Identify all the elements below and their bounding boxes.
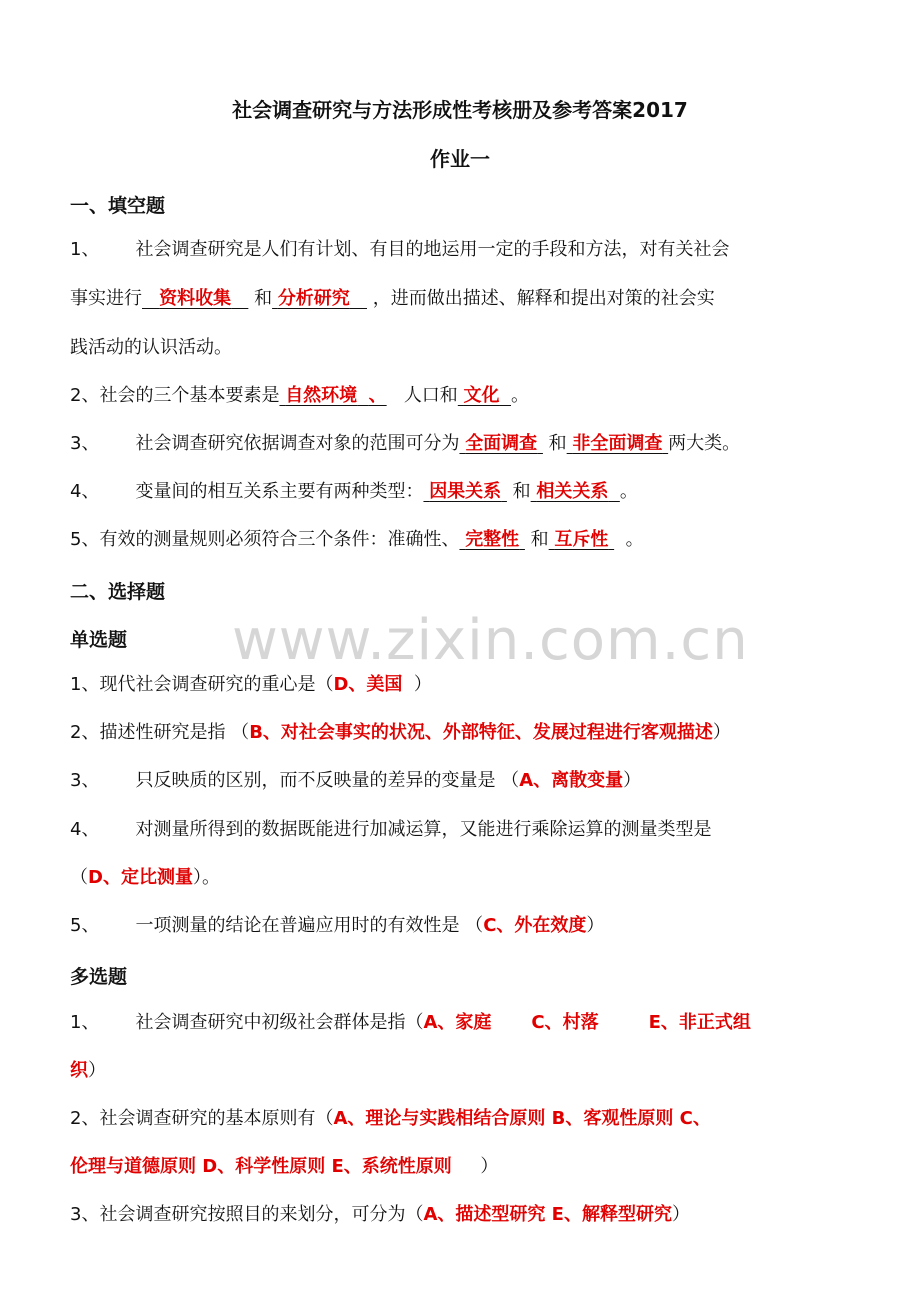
answer-blank — [459, 529, 524, 550]
section-heading-fill-blank: 一、填空题 — [70, 195, 166, 217]
multi-q2-line2 — [70, 1155, 498, 1179]
single-q1 — [70, 673, 432, 697]
question-text: ）。 — [192, 867, 220, 888]
answer-blank — [567, 433, 668, 454]
question-text: 社会调查研究依据调查对象的范围可分为 — [135, 433, 460, 454]
question-number: 3、 — [70, 433, 100, 454]
question-text: 和 — [254, 288, 273, 309]
single-q5 — [70, 914, 604, 938]
answer-blank — [272, 288, 367, 309]
fill-q1-line2 — [70, 287, 715, 311]
multi-q3 — [70, 1203, 690, 1227]
fill-q3 — [70, 432, 740, 456]
answer-text: 因果关系 — [429, 481, 502, 502]
question-text: 事实进行 — [70, 288, 142, 309]
question-text: ） — [671, 1204, 690, 1225]
answer-text: 自然环境 — [285, 385, 358, 406]
question-text: 。 — [625, 529, 644, 550]
fill-q4 — [70, 480, 638, 504]
watermark: www.zixin.com.cn — [232, 608, 749, 673]
answer-text: C、外在效度 — [483, 915, 587, 936]
answer-text: A、理论与实践相结合原则 B、客观性原则 C、 — [333, 1108, 711, 1129]
document-subtitle: 作业一 — [430, 147, 490, 171]
question-text: 社会调查研究是人们有计划、有目的地运用一定的手段和方法，对有关社会 — [135, 239, 730, 260]
fill-q5 — [70, 528, 644, 552]
question-number: 3、 — [70, 770, 100, 791]
question-number: 4、 — [70, 481, 100, 502]
answer-text: C、村落 — [531, 1012, 599, 1033]
answer-text: A、离散变量 — [519, 770, 624, 791]
question-text: 和 — [530, 529, 549, 550]
answer-text: 非全面调查 — [572, 433, 663, 454]
question-text: 3、社会调查研究按照目的来划分，可分为（ — [70, 1204, 424, 1225]
single-q4-line2 — [70, 866, 220, 890]
question-text: 一项测量的结论在普遍应用时的有效性是 （ — [135, 915, 484, 936]
question-text: 和 — [512, 481, 531, 502]
question-text: 人口和 — [403, 385, 458, 406]
question-text: 变量间的相互关系主要有两种类型： — [135, 481, 424, 502]
question-text: 只反映质的区别，而不反映量的差异的变量是 （ — [135, 770, 520, 791]
question-text: ） — [413, 674, 432, 695]
question-text: ） — [586, 915, 605, 936]
question-text: 。 — [619, 481, 638, 502]
multi-q1-line2 — [70, 1059, 106, 1083]
question-number: 1、 — [70, 1012, 100, 1033]
multi-q2-line1 — [70, 1107, 711, 1131]
answer-text: 全面调查 — [465, 433, 538, 454]
question-text: （ — [70, 867, 88, 888]
document-title: 社会调查研究与方法形成性考核册及参考答案2017 — [232, 98, 688, 122]
answer-text: E、非正式组 — [648, 1012, 751, 1033]
section-heading-choice: 二、选择题 — [70, 581, 166, 603]
question-text: 1、现代社会调查研究的重心是（ — [70, 674, 334, 695]
answer-blank — [459, 433, 542, 454]
question-text: ） — [712, 722, 731, 743]
question-text: 两大类。 — [668, 433, 741, 454]
question-text: ） — [623, 770, 642, 791]
answer-text: 完整性 — [465, 529, 520, 550]
single-q2 — [70, 721, 731, 745]
question-text: 2、社会的三个基本要素是 — [70, 385, 280, 406]
answer-text: 资料收集 — [159, 288, 232, 309]
answer-text: D、美国 — [333, 674, 403, 695]
answer-text: D、定比测量 — [88, 867, 193, 888]
question-text: 5、有效的测量规则必须符合三个条件：准确性、 — [70, 529, 460, 550]
question-number: 5、 — [70, 915, 100, 936]
fill-q1-line3: 践活动的认识活动。 — [70, 337, 232, 358]
answer-blank — [531, 481, 620, 502]
answer-blank — [423, 481, 506, 502]
single-q4-line1 — [70, 818, 711, 842]
answer-text: 文化 — [463, 385, 500, 406]
answer-text: 相关关系 — [536, 481, 609, 502]
answer-blank — [458, 385, 511, 406]
subheading-multi-choice: 多选题 — [70, 966, 128, 988]
subheading-single-choice: 单选题 — [70, 629, 128, 651]
question-text: ） — [88, 1060, 106, 1081]
answer-text: A、家庭 — [423, 1012, 492, 1033]
question-text: ，进而做出描述、解释和提出对策的社会实 — [372, 288, 715, 309]
answer-blank — [142, 288, 248, 309]
answer-text: B、对社会事实的状况、外部特征、发展过程进行客观描述 — [249, 722, 713, 743]
question-text: 2、社会调查研究的基本原则有（ — [70, 1108, 334, 1129]
answer-text: 织 — [70, 1060, 88, 1081]
question-text: ） — [480, 1156, 499, 1177]
answer-separator: 、 — [368, 385, 387, 406]
question-text: 社会调查研究中初级社会群体是指（ — [135, 1012, 424, 1033]
answer-text: A、描述型研究 E、解释型研究 — [423, 1204, 672, 1225]
fill-q1-line1 — [70, 238, 729, 262]
question-number: 1、 — [70, 239, 100, 260]
question-text: 。 — [511, 385, 529, 406]
question-text: 对测量所得到的数据既能进行加减运算，又能进行乘除运算的测量类型是 — [135, 819, 712, 840]
multi-q1-line1 — [70, 1011, 751, 1035]
fill-q2 — [70, 384, 529, 408]
answer-text: 伦理与道德原则 D、科学性原则 E、系统性原则 — [70, 1156, 452, 1177]
answer-blank — [279, 385, 386, 406]
answer-blank — [549, 529, 614, 550]
question-text: 2、描述性研究是指 （ — [70, 722, 250, 743]
question-text: 和 — [548, 433, 567, 454]
single-q3 — [70, 769, 641, 793]
question-number: 4、 — [70, 819, 100, 840]
answer-text: 互斥性 — [554, 529, 609, 550]
answer-text: 分析研究 — [277, 288, 350, 309]
